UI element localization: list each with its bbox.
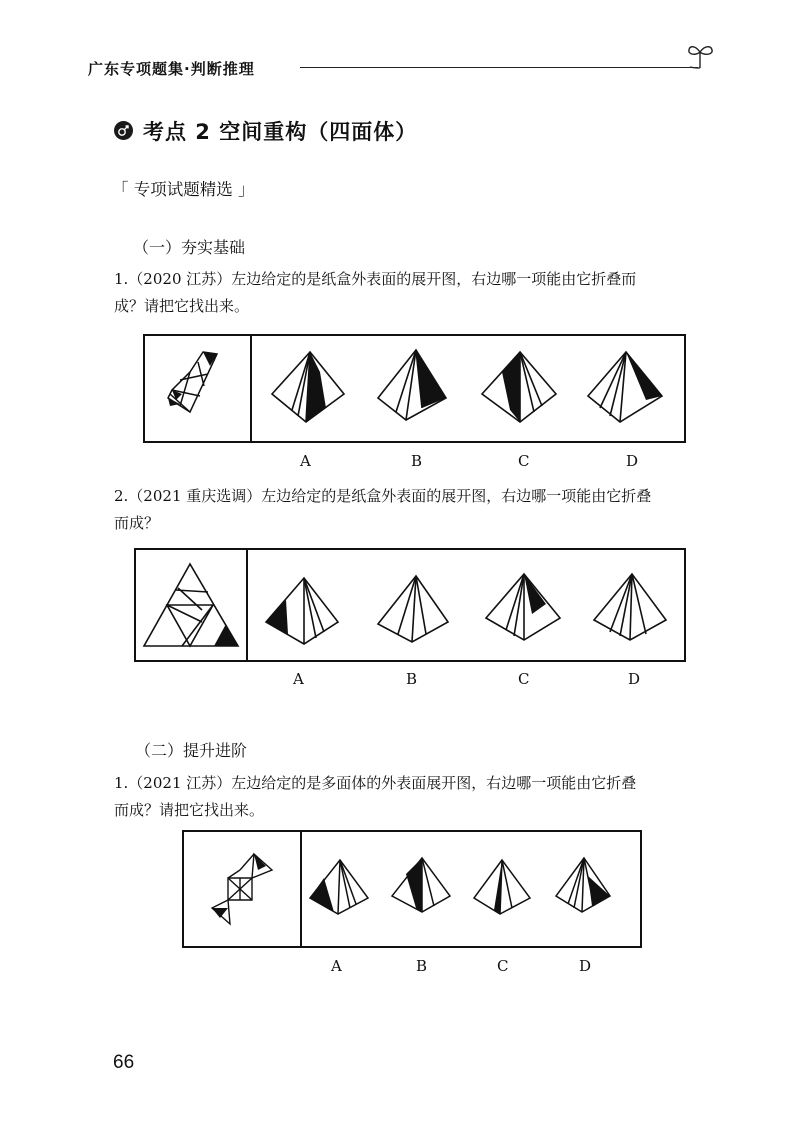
- part1-q1-option-d-figure: [586, 350, 666, 430]
- figure-divider: [246, 550, 248, 660]
- part1-q2-option-c[interactable]: C: [518, 670, 530, 688]
- part1-q1-option-c-figure: [480, 350, 560, 430]
- part1-q1-line1: 1.（2020 江苏）左边给定的是纸盒外表面的展开图，右边哪一项能由它折叠而: [114, 270, 637, 288]
- sprout-icon: [686, 38, 716, 74]
- part2-heading: （二）提升进阶: [135, 741, 248, 760]
- part2-q1-option-b-figure: [390, 856, 454, 916]
- part1-q2-option-d[interactable]: D: [628, 670, 641, 688]
- section-title: 考点 2 空间重构（四面体）: [143, 120, 418, 144]
- part1-q1-net-figure: [160, 346, 230, 426]
- part1-q2-option-d-figure: [592, 572, 672, 648]
- part1-q1-option-b-figure: [376, 348, 456, 428]
- part1-q2-line2: 而成？: [114, 514, 160, 532]
- part1-q2-option-a-figure: [264, 576, 344, 652]
- part2-q1-option-a[interactable]: A: [331, 957, 342, 975]
- header-rule: [300, 67, 698, 68]
- part1-q2-option-a[interactable]: A: [293, 670, 304, 688]
- page-number: 66: [113, 1052, 135, 1073]
- part2-q1-option-c[interactable]: C: [497, 957, 509, 975]
- part2-q1-option-d[interactable]: D: [579, 957, 592, 975]
- part2-q1-option-d-figure: [552, 856, 616, 916]
- running-header-title: 广东专项题集·判断推理: [88, 60, 255, 78]
- part1-q1-option-b[interactable]: B: [411, 452, 423, 470]
- part2-q1-option-b[interactable]: B: [416, 957, 428, 975]
- part1-q2-option-b-figure: [376, 574, 456, 650]
- part2-q1-option-c-figure: [470, 858, 534, 918]
- part1-q1-option-d[interactable]: D: [626, 452, 639, 470]
- figure-divider: [250, 336, 252, 441]
- section-bullet-icon: [114, 121, 133, 140]
- part2-q1-line1: 1.（2021 江苏）左边给定的是多面体的外表面展开图，右边哪一项能由它折叠: [114, 774, 637, 792]
- part1-q1-option-a-figure: [270, 350, 350, 430]
- part1-q2-net-figure: [142, 560, 242, 652]
- part1-q2-option-c-figure: [484, 572, 564, 648]
- part1-q1-option-c[interactable]: C: [518, 452, 530, 470]
- part2-q1-option-a-figure: [308, 858, 372, 918]
- part1-q1-line2: 成？请把它找出来。: [114, 297, 250, 315]
- figure-divider: [300, 832, 302, 946]
- part1-q2-line1: 2.（2021 重庆选调）左边给定的是纸盒外表面的展开图，右边哪一项能由它折叠: [114, 487, 652, 505]
- part2-q1-net-figure: [202, 848, 282, 930]
- subsection-title: 「 专项试题精选 」: [112, 180, 255, 199]
- part1-q2-option-b[interactable]: B: [406, 670, 418, 688]
- part1-q1-option-a[interactable]: A: [300, 452, 311, 470]
- part1-heading: （一）夯实基础: [133, 238, 246, 257]
- part2-q1-line2: 而成？请把它找出来。: [114, 801, 265, 819]
